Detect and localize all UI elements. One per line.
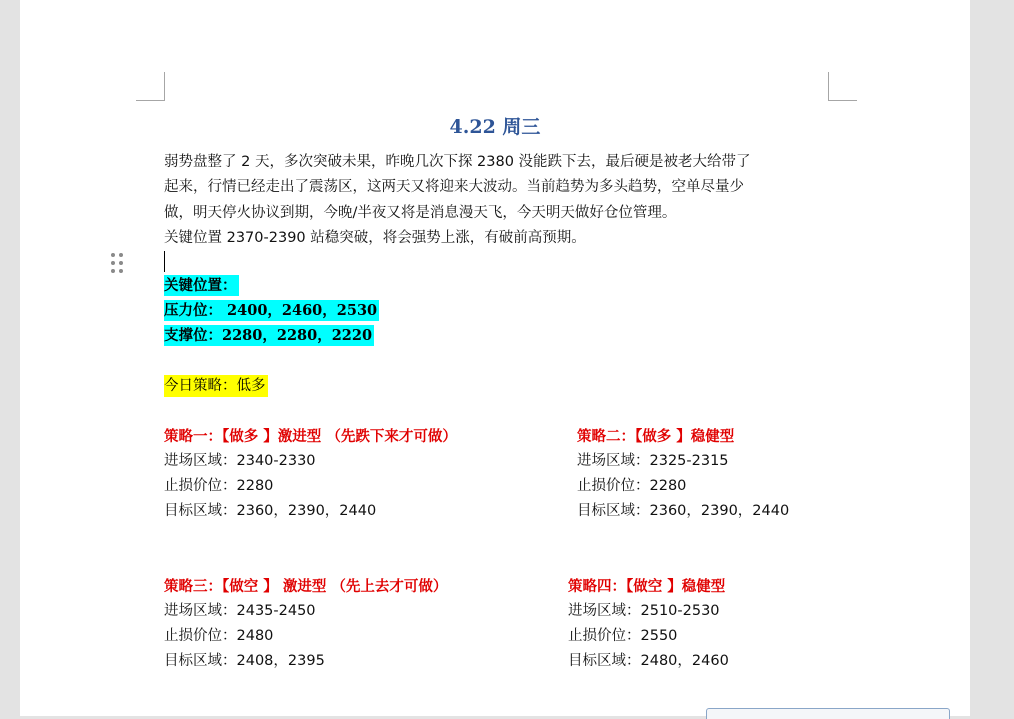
- strategy-heading: 策略二：【做多 】稳健型: [577, 428, 735, 445]
- margin-corner-top-right: [828, 72, 857, 101]
- entry-zone: 进场区域：2510-2530: [568, 603, 720, 619]
- entry-zone: 进场区域：2325-2315: [577, 453, 729, 469]
- target-zone: 目标区域：2480，2460: [568, 653, 729, 669]
- paragraph-line: 关键位置 2370-2390 站稳突破，将会强势上涨，有破前高预期。: [164, 229, 586, 246]
- strategy-block-1: [164, 424, 564, 524]
- strategy-block-2: [577, 424, 977, 524]
- paragraph-line: 做，明天停火协议到期，今晚/半夜又将是消息漫天飞，今天明天做好仓位管理。: [164, 204, 677, 221]
- entry-zone: 进场区域：2340-2330: [164, 453, 316, 469]
- document-title: 4.22 周三: [449, 116, 541, 138]
- support-levels: 支撑位：2280，2280，2220: [164, 327, 373, 344]
- margin-corner-top-left: [136, 72, 165, 101]
- document-page: [20, 0, 970, 716]
- text-cursor: [164, 251, 165, 272]
- target-zone: 目标区域：2360，2390，2440: [577, 503, 790, 519]
- stop-loss: 止损价位：2480: [164, 628, 274, 644]
- analysis-paragraph: [164, 150, 844, 251]
- stop-loss: 止损价位：2280: [164, 478, 274, 494]
- stop-loss: 止损价位：2280: [577, 478, 687, 494]
- strategy-heading: 策略一：【做多 】激进型 （先跌下来才可做）: [164, 428, 457, 445]
- drag-handle-icon[interactable]: [109, 251, 125, 275]
- entry-zone: 进场区域：2435-2450: [164, 603, 316, 619]
- stop-loss: 止损价位：2550: [568, 628, 678, 644]
- key-levels-heading: 关键位置：: [164, 277, 237, 294]
- floating-panel-edge[interactable]: [706, 708, 950, 719]
- target-zone: 目标区域：2408，2395: [164, 653, 325, 669]
- strategy-heading: 策略三：【做空 】 激进型 （先上去才可做）: [164, 578, 448, 595]
- paragraph-line: 起来，行情已经走出了震荡区，这两天又将迎来大波动。当前趋势为多头趋势，空单尽量少: [164, 179, 744, 196]
- strategy-block-4: [568, 574, 968, 674]
- today-strategy: 今日策略：低多: [164, 375, 268, 397]
- strategy-block-3: [164, 574, 564, 674]
- target-zone: 目标区域：2360，2390，2440: [164, 503, 377, 519]
- strategy-heading: 策略四：【做空 】稳健型: [568, 578, 726, 595]
- resistance-levels: 压力位： 2400，2460，2530: [164, 302, 378, 319]
- paragraph-line: 弱势盘整了 2 天，多次突破未果，昨晚几次下探 2380 没能跌下去，最后硬是被老大给带了: [164, 154, 751, 170]
